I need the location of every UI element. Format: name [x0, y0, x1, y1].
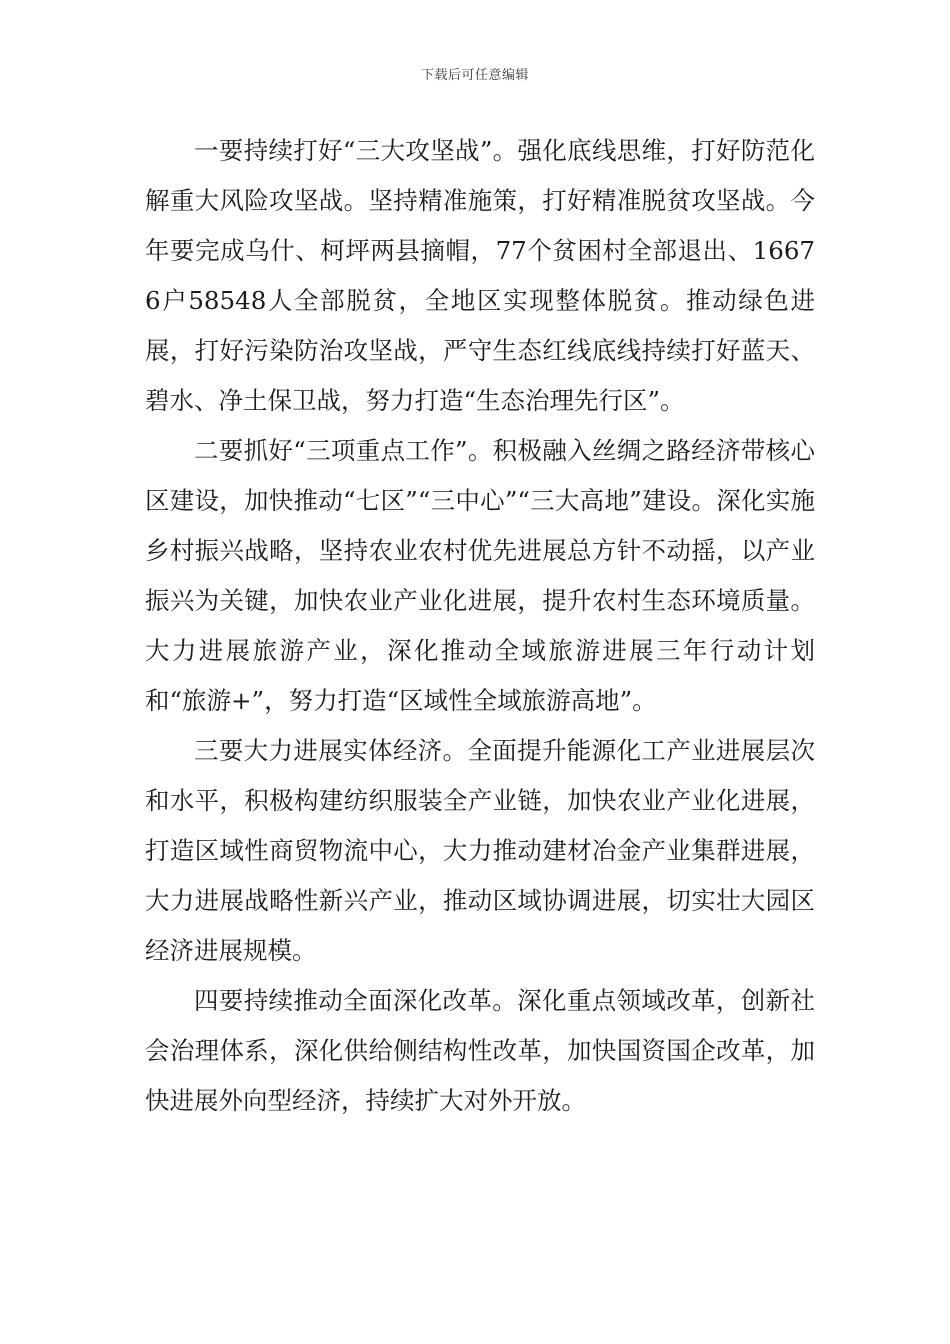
- paragraph-2: 二要抓好“三项重点工作”。积极融入丝绸之路经济带核心区建设，加快推动“七区”“三中心”“三大高地”建设。深化实施乡村振兴战略，坚持农业农村优先进展总方针不动摇，以产业振兴为关键，加快农业产业化进展，提升农村生态环境质量。大力进展旅游产业，深化推动全域旅游进展三年行动计划和“旅游+”，努力打造“区域性全域旅游高地”。: [145, 436, 815, 715]
- document-body: [145, 126, 815, 1126]
- paragraph-1: 一要持续打好“三大攻坚战”。强化底线思维，打好防范化解重大风险攻坚战。坚持精准施策，打好精准脱贫攻坚战。今年要完成乌什、柯坪两县摘帽，77个贫困村全部退出、16676户58548人全部脱贫，全地区实现整体脱贫。推动绿色进展，打好污染防治攻坚战，严守生态红线底线持续打好蓝天、碧水、净土保卫战，努力打造“生态治理先行区”。: [145, 136, 815, 415]
- paragraph-4: 四要持续推动全面深化改革。深化重点领域改革，创新社会治理体系，深化供给侧结构性改革，加快国资国企改革，加快进展外向型经济，持续扩大对外开放。: [145, 986, 815, 1115]
- page-header-note: 下载后可任意编辑: [420, 68, 529, 83]
- paragraph-3: 三要大力进展实体经济。全面提升能源化工产业进展层次和水平，积极构建纺织服装全产业链，加快农业产业化进展，打造区域性商贸物流中心，大力推动建材冶金产业集群进展，大力进展战略性新兴产业，推动区域协调进展，切实壮大园区经济进展规模。: [145, 736, 815, 965]
